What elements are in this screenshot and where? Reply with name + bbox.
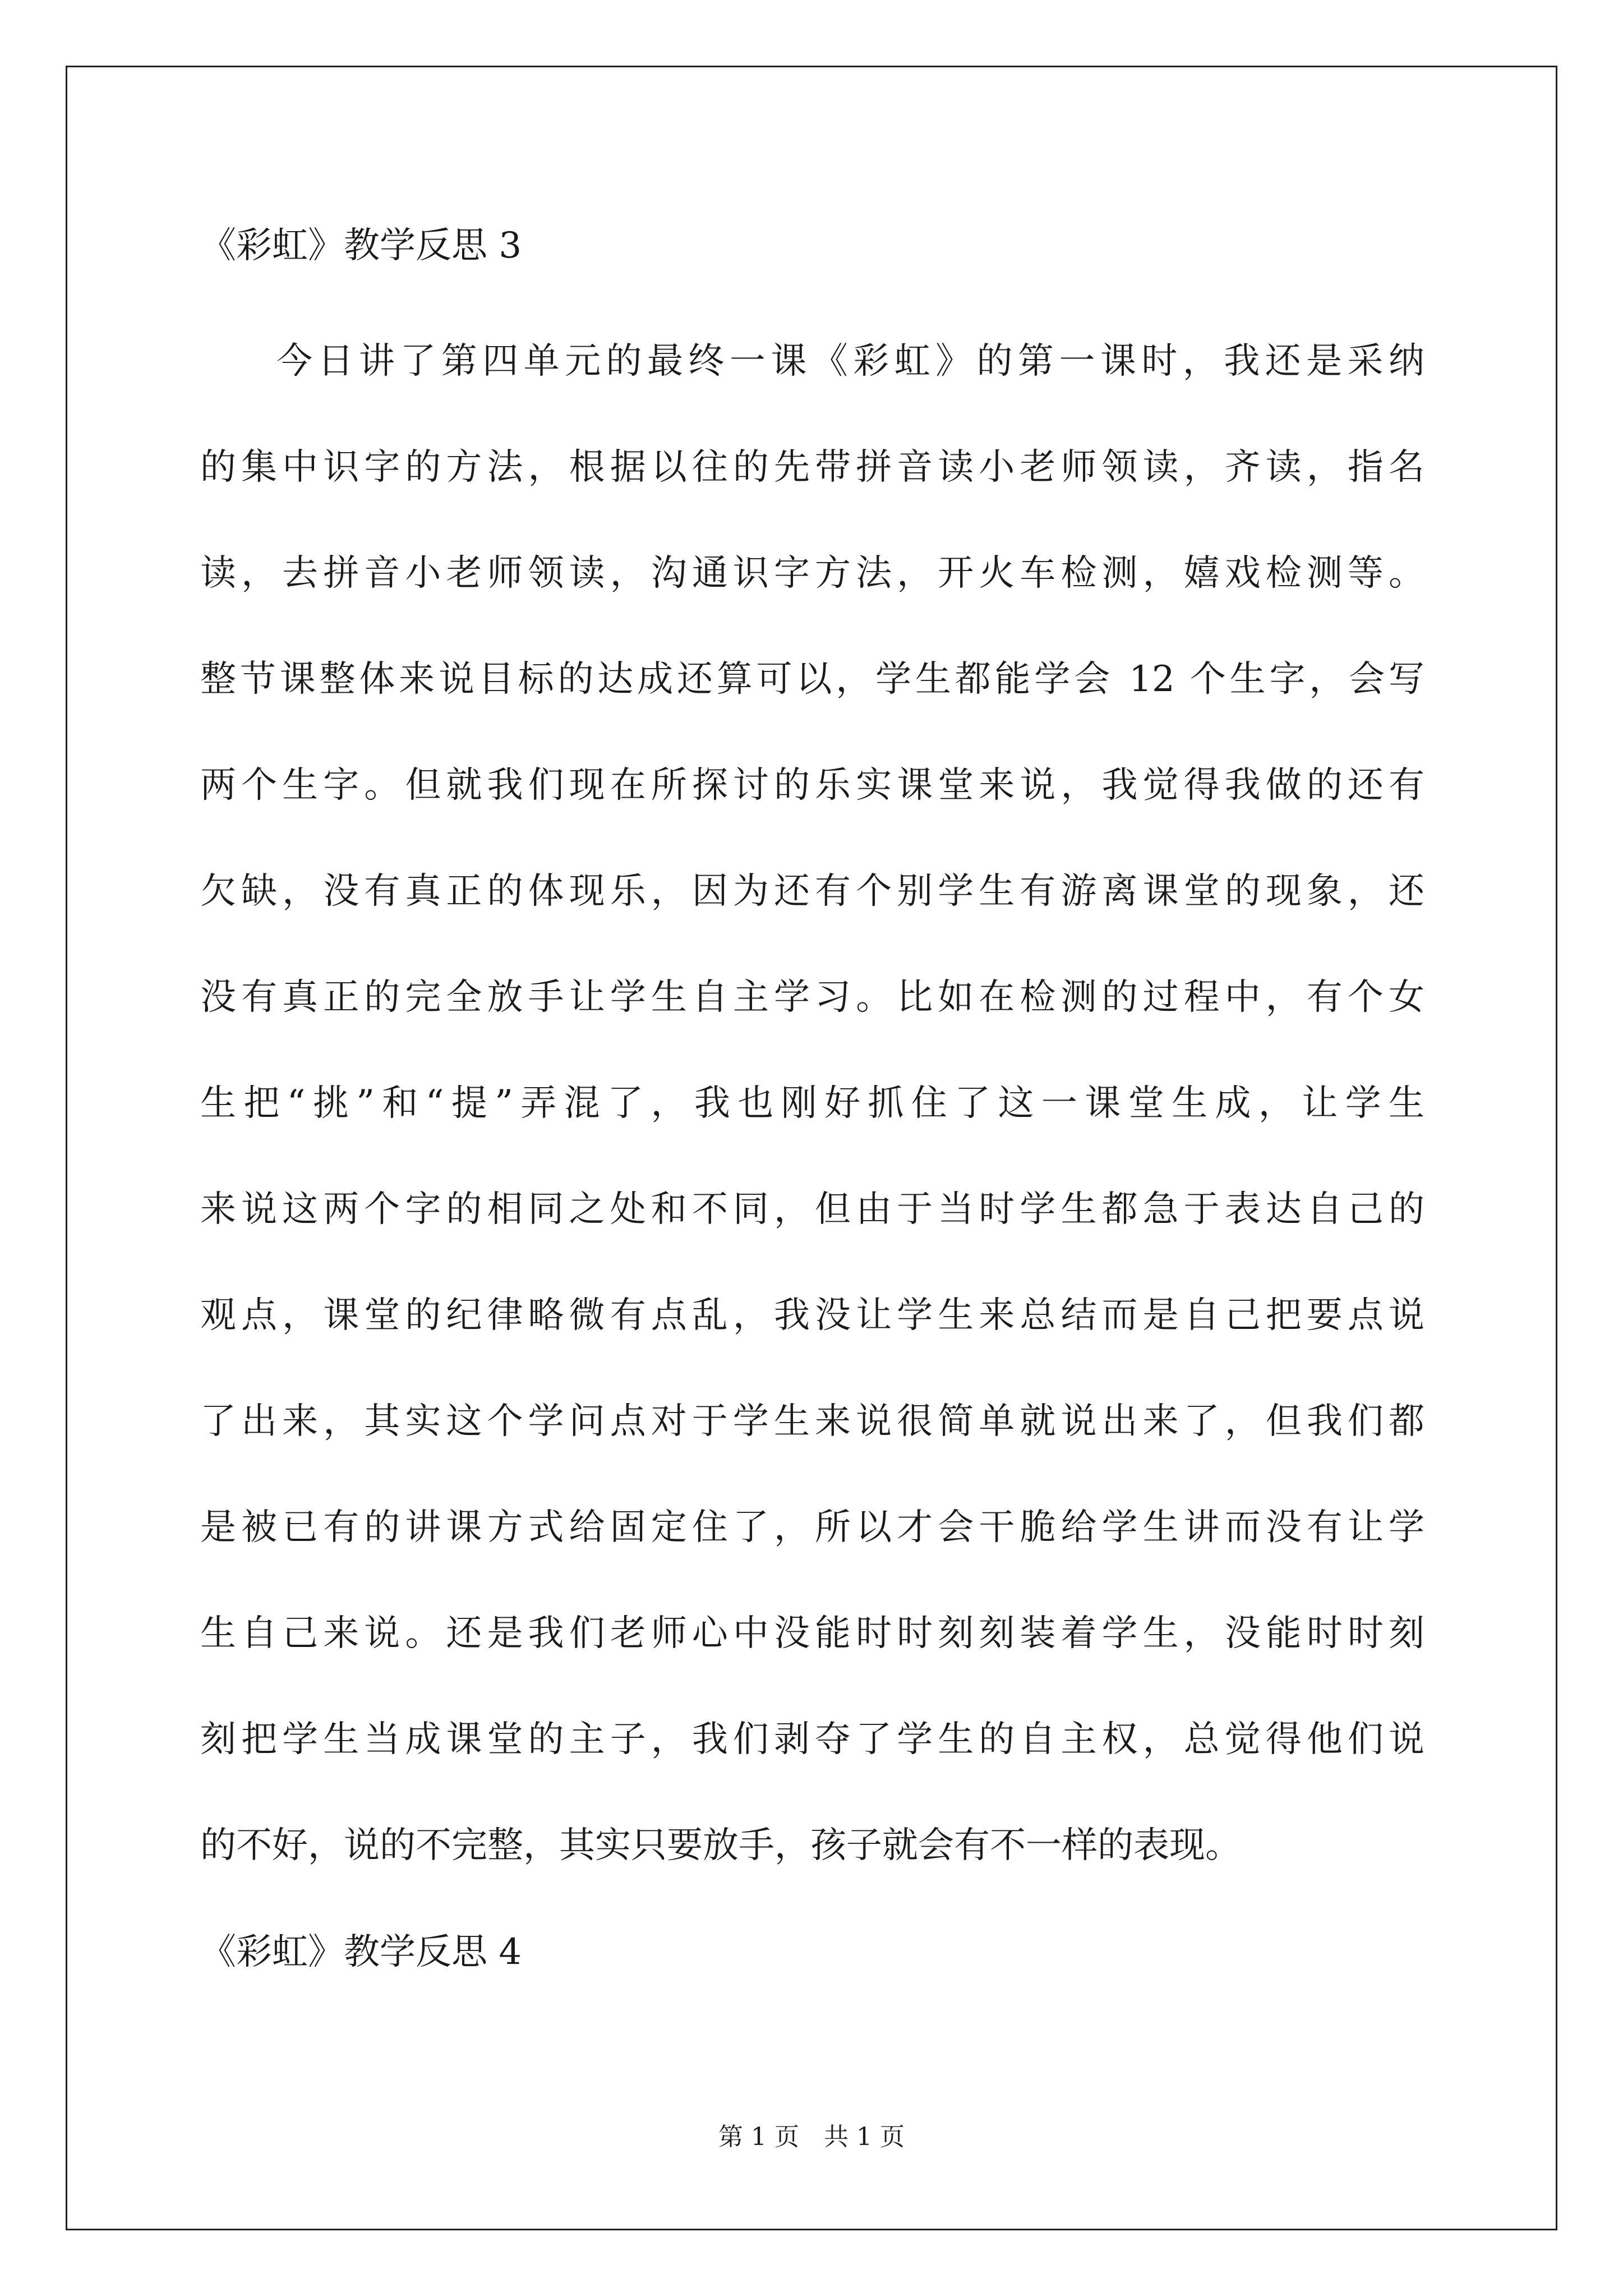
- body-line: 没有真正的完全放手让学生自主学习。比如在检测的过程中，有个女: [200, 977, 1424, 1018]
- body-line: 今日讲了第四单元的最终一课《彩虹》的第一课时，我还是采纳: [276, 341, 1424, 382]
- section-heading-3: 《彩虹》教学反思 3: [200, 225, 522, 266]
- body-line: 刻把学生当成课堂的主子，我们剥夺了学生的自主权，总觉得他们说: [200, 1719, 1424, 1760]
- body-line: 的集中识字的方法，根据以往的先带拼音读小老师领读，齐读，指名: [200, 447, 1424, 488]
- body-line: 整节课整体来说目标的达成还算可以，学生都能学会 12 个生字，会写: [200, 659, 1424, 700]
- body-line: 生把“挑”和“提”弄混了，我也刚好抓住了这一课堂生成，让学生: [200, 1083, 1424, 1124]
- body-line: 来说这两个字的相同之处和不同，但由于当时学生都急于表达自己的: [200, 1189, 1424, 1230]
- page-frame: [66, 66, 1557, 2230]
- body-line: 两个生字。但就我们现在所探讨的乐实课堂来说，我觉得我做的还有: [200, 765, 1424, 806]
- body-line: 的不好，说的不完整，其实只要放手，孩子就会有不一样的表现。: [200, 1825, 1241, 1866]
- page-footer: 第 1 页 共 1 页: [718, 2123, 905, 2151]
- body-line: 观点，课堂的纪律略微有点乱，我没让学生来总结而是自己把要点说: [200, 1295, 1424, 1336]
- body-line: 欠缺，没有真正的体现乐，因为还有个别学生有游离课堂的现象，还: [200, 871, 1424, 912]
- body-line: 了出来，其实这个学问点对于学生来说很简单就说出来了，但我们都: [200, 1401, 1424, 1442]
- body-line: 读，去拼音小老师领读，沟通识字方法，开火车检测，嬉戏检测等。: [200, 553, 1424, 594]
- section-heading-4: 《彩虹》教学反思 4: [200, 1931, 522, 1973]
- body-line: 是被已有的讲课方式给固定住了，所以才会干脆给学生讲而没有让学: [200, 1507, 1424, 1548]
- body-line: 生自己来说。还是我们老师心中没能时时刻刻装着学生，没能时时刻: [200, 1613, 1424, 1654]
